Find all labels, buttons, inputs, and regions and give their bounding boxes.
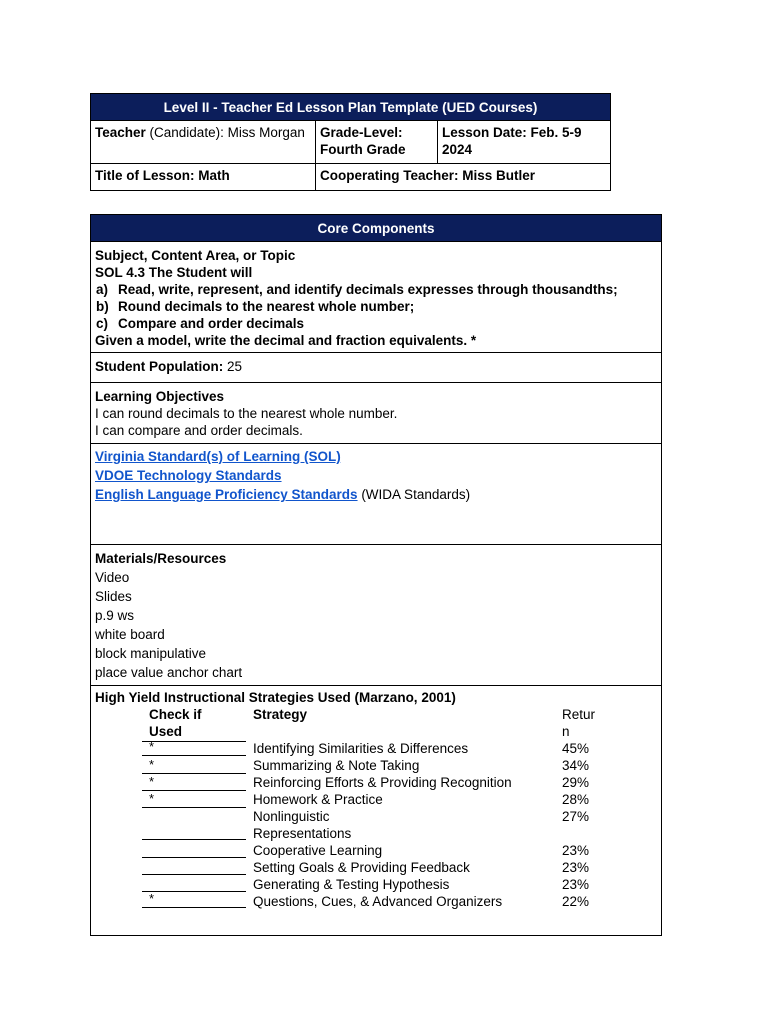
check-cell[interactable]: * xyxy=(142,775,246,791)
population-label: Student Population: xyxy=(95,359,224,374)
vdoe-link[interactable]: VDOE Technology Standards xyxy=(95,468,282,483)
table-row xyxy=(95,859,657,876)
strategy-return: 23% xyxy=(562,877,590,892)
objectives-heading: Learning Objectives xyxy=(95,389,225,404)
strategy-return: 27% xyxy=(562,809,590,824)
check-cell[interactable]: * xyxy=(142,758,246,774)
check-cell[interactable] xyxy=(142,859,246,875)
col-check-header: Check if xyxy=(149,707,202,722)
strategy-return: 45% xyxy=(562,741,590,756)
material-item: Video xyxy=(95,570,130,585)
table-row xyxy=(95,893,657,910)
check-cell[interactable]: * xyxy=(142,892,246,908)
list-item: a) Read, write, represent, and identify decimals expresses through thousandths; xyxy=(96,282,618,297)
col-check-header-2: Used xyxy=(149,724,183,739)
population-section xyxy=(91,353,662,383)
strategy-return: 28% xyxy=(562,792,590,807)
subject-heading: Subject, Content Area, or Topic xyxy=(95,248,296,263)
strategies-section xyxy=(91,686,662,936)
strategies-table xyxy=(95,706,657,931)
col-return-header-2: n xyxy=(562,724,570,739)
strategy-name: Homework & Practice xyxy=(253,792,383,807)
cooperating-teacher: Cooperating Teacher: Miss Butler xyxy=(316,164,611,191)
elp-suffix: (WIDA Standards) xyxy=(357,487,471,502)
lesson-date: Lesson Date: Feb. 5-9 2024 xyxy=(438,121,611,164)
check-cell[interactable]: * xyxy=(142,792,246,808)
subject-section xyxy=(91,242,662,353)
strategy-return: 23% xyxy=(562,843,590,858)
materials-section xyxy=(91,545,662,686)
col-strategy-header: Strategy xyxy=(253,707,308,722)
list-item: c) Compare and order decimals xyxy=(96,316,305,331)
material-item: p.9 ws xyxy=(95,608,135,623)
strategy-name-cont: Representations xyxy=(253,826,352,841)
strategy-name: Cooperative Learning xyxy=(253,843,383,858)
core-components-title: Core Components xyxy=(91,215,662,242)
strategy-name: Setting Goals & Providing Feedback xyxy=(253,860,470,875)
check-cell[interactable] xyxy=(142,842,246,858)
population-value: 25 xyxy=(223,359,243,374)
strategy-name: Identifying Similarities & Differences xyxy=(253,741,469,756)
template-title: Level II - Teacher Ed Lesson Plan Template (UED Courses) xyxy=(91,94,611,121)
core-components-table xyxy=(90,214,662,936)
check-cell[interactable] xyxy=(142,876,246,892)
strategy-return: 34% xyxy=(562,758,590,773)
sol-given: Given a model, write the decimal and fraction equivalents. * xyxy=(95,333,477,348)
sol-line: SOL 4.3 The Student will xyxy=(95,265,253,280)
strategy-name: Nonlinguistic xyxy=(253,809,330,824)
objective-item: I can round decimals to the nearest whole number. xyxy=(95,406,398,421)
col-return-header: Retur xyxy=(562,707,596,722)
material-item: white board xyxy=(95,627,165,642)
objectives-section xyxy=(91,383,662,444)
check-cell[interactable] xyxy=(142,824,246,840)
list-item: b) Round decimals to the nearest whole number; xyxy=(96,299,415,314)
materials-heading: Materials/Resources xyxy=(95,551,227,566)
teacher-label: Teacher xyxy=(95,125,146,140)
lesson-title: Title of Lesson: Math xyxy=(91,164,316,191)
material-item: Slides xyxy=(95,589,132,604)
teacher-cell xyxy=(91,121,316,164)
table-row xyxy=(95,825,657,842)
grade-level: Grade-Level: Fourth Grade xyxy=(316,121,438,164)
strategies-heading: High Yield Instructional Strategies Used (Marzano, 2001) xyxy=(95,690,456,705)
objective-item: I can compare and order decimals. xyxy=(95,423,303,438)
table-row xyxy=(95,842,657,859)
strategy-return: 29% xyxy=(562,775,590,790)
lesson-header-table xyxy=(90,93,611,191)
strategy-name: Reinforcing Efforts & Providing Recognition xyxy=(253,775,512,790)
table-row xyxy=(95,876,657,893)
sol-list xyxy=(95,281,657,332)
strategy-return: 23% xyxy=(562,860,590,875)
sol-link[interactable]: Virginia Standard(s) of Learning (SOL) xyxy=(95,449,341,464)
standards-section xyxy=(91,444,662,545)
strategy-name: Summarizing & Note Taking xyxy=(253,758,420,773)
strategy-name: Questions, Cues, & Advanced Organizers xyxy=(253,894,503,909)
strategy-name: Generating & Testing Hypothesis xyxy=(253,877,450,892)
elp-link[interactable]: English Language Proficiency Standards xyxy=(95,487,358,502)
material-item: block manipulative xyxy=(95,646,207,661)
strategy-return: 22% xyxy=(562,894,590,909)
material-item: place value anchor chart xyxy=(95,665,243,680)
teacher-value: (Candidate): Miss Morgan xyxy=(145,125,305,140)
check-cell[interactable]: * xyxy=(142,740,246,756)
